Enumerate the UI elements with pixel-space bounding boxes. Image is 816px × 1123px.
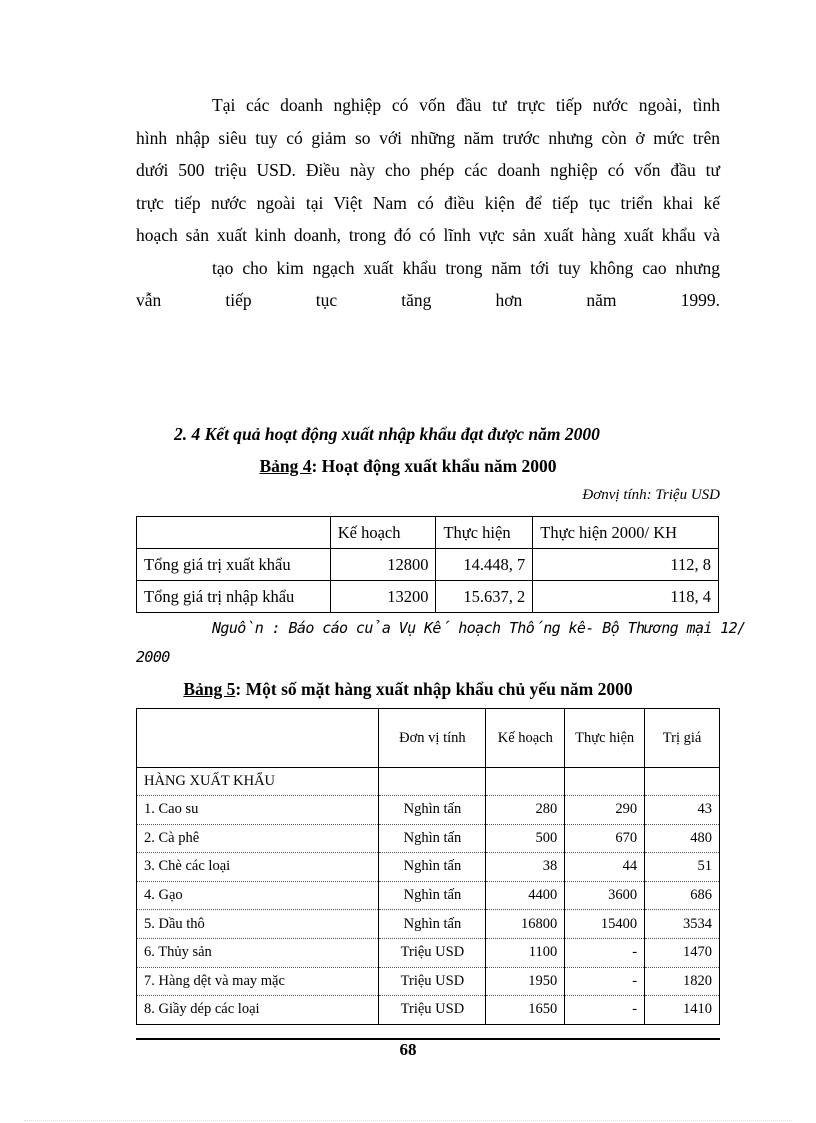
unit-cell: Triệu USD (379, 938, 486, 967)
plan-cell: 1100 (486, 938, 565, 967)
actual-cell: - (565, 996, 645, 1025)
empty-cell (645, 768, 720, 796)
cell-plan: 13200 (330, 581, 436, 613)
product-name: 7. Hàng dệt và may mặc (137, 967, 379, 996)
product-name: 5. Dầu thô (137, 910, 379, 939)
product-name: 3. Chè các loại (137, 853, 379, 882)
value-cell: 1410 (645, 996, 720, 1025)
actual-cell: 15400 (565, 910, 645, 939)
actual-cell: 670 (565, 824, 645, 853)
unit-cell: Triệu USD (379, 996, 486, 1025)
paragraph-line: tạo cho kim ngạch xuất khẩu trong năm tới tuy không cao nhưng (212, 257, 720, 278)
table4-caption-text: : Hoạt động xuất khẩu năm 2000 (311, 456, 557, 476)
value-cell: 1820 (645, 967, 720, 996)
body-paragraph (136, 89, 720, 317)
table4-caption (0, 456, 816, 477)
header-cell: Kế hoạch (330, 517, 436, 549)
unit-cell: Nghìn tấn (379, 796, 486, 825)
table5-caption-label: Bảng 5 (183, 679, 236, 699)
value-cell: 3534 (645, 910, 720, 939)
row-label: Tổng giá trị xuất khẩu (137, 549, 331, 581)
header-cell: Thực hiện (565, 709, 645, 768)
table5-caption-text: : Một số mặt hàng xuất nhập khẩu chủ yếu năm 2000 (235, 679, 633, 699)
section-row (137, 768, 720, 796)
header-cell: Thực hiện 2000/ KH (533, 517, 719, 549)
page-number: 68 (399, 1040, 417, 1059)
unit-cell: Nghìn tấn (379, 824, 486, 853)
table-header-row (137, 709, 720, 768)
product-name: 2. Cà phê (137, 824, 379, 853)
cell-actual: 15.637, 2 (436, 581, 533, 613)
product-name: 1. Cao su (137, 796, 379, 825)
plan-cell: 38 (486, 853, 565, 882)
product-name: 8. Giầy dép các loại (137, 996, 379, 1025)
value-cell: 51 (645, 853, 720, 882)
header-cell (137, 517, 331, 549)
table-row (137, 938, 720, 967)
value-cell: 686 (645, 881, 720, 910)
paragraph-line: Tại các doanh nghiệp có vốn đầu tư trực tiếp nước ngoài, tình (212, 95, 720, 115)
header-cell: Kế hoạch (486, 709, 565, 768)
paragraph-line: hoạch sản xuất kinh doanh, trong đó có lĩnh vực sản xuất hàng xuất khẩu và (136, 225, 720, 245)
plan-cell: 1650 (486, 996, 565, 1025)
export-activity-table (136, 516, 719, 613)
actual-cell: - (565, 967, 645, 996)
page-edge-divider (24, 1120, 792, 1121)
main-products-table (136, 708, 720, 1025)
header-cell: Trị giá (645, 709, 720, 768)
plan-cell: 4400 (486, 881, 565, 910)
table4-source-continued: 2000 (136, 648, 170, 666)
table-row (137, 881, 720, 910)
paragraph-line: hình nhập siêu tuy có giảm so với những năm trước nhưng còn ở mức trên (136, 127, 720, 148)
paragraph-line: trực tiếp nước ngoài tại Việt Nam có điều kiện để tiếp tục triển khai kế (136, 192, 720, 213)
section-heading: 2. 4 Kết quả hoạt động xuất nhập khẩu đạt được năm 2000 (174, 424, 600, 444)
table-row (137, 581, 719, 613)
plan-cell: 16800 (486, 910, 565, 939)
table-row (137, 853, 720, 882)
header-cell: Đơn vị tính (379, 709, 486, 768)
value-cell: 480 (645, 824, 720, 853)
empty-cell (379, 768, 486, 796)
table-row (137, 824, 720, 853)
value-cell: 1470 (645, 938, 720, 967)
plan-cell: 280 (486, 796, 565, 825)
table-row (137, 996, 720, 1025)
header-cell (137, 709, 379, 768)
header-cell: Thực hiện (436, 517, 533, 549)
table-row (137, 967, 720, 996)
value-cell: 43 (645, 796, 720, 825)
actual-cell: - (565, 938, 645, 967)
actual-cell: 3600 (565, 881, 645, 910)
table-row (137, 549, 719, 581)
row-label: Tổng giá trị nhập khẩu (137, 581, 331, 613)
cell-ratio: 112, 8 (533, 549, 719, 581)
empty-cell (486, 768, 565, 796)
table5-caption (0, 679, 816, 700)
plan-cell: 1950 (486, 967, 565, 996)
table-header-row (137, 517, 719, 549)
plan-cell: 500 (486, 824, 565, 853)
product-name: 4. Gạo (137, 881, 379, 910)
actual-cell: 290 (565, 796, 645, 825)
section-label: HÀNG XUẤT KHẨU (137, 768, 379, 796)
unit-cell: Nghìn tấn (379, 853, 486, 882)
table4-unit: Đơnvị tính: Triệu USD (582, 487, 720, 503)
cell-ratio: 118, 4 (533, 581, 719, 613)
cell-actual: 14.448, 7 (436, 549, 533, 581)
product-name: 6. Thủy sản (137, 938, 379, 967)
table-row (137, 796, 720, 825)
table4-source: Nguồn : Báo cáo của Vụ Kế hoạch Thống kê- Bộ Thương mại 12/ (212, 619, 746, 637)
empty-cell (565, 768, 645, 796)
unit-cell: Nghìn tấn (379, 910, 486, 939)
actual-cell: 44 (565, 853, 645, 882)
paragraph-line: vẫn tiếp tục tăng hơn năm 1999. (136, 290, 720, 310)
paragraph-line: dưới 500 triệu USD. Điều này cho phép các doanh nghiệp có vốn đầu tư (136, 160, 720, 180)
table-row (137, 910, 720, 939)
unit-cell: Nghìn tấn (379, 881, 486, 910)
table4-caption-label: Bảng 4 (259, 456, 312, 476)
cell-plan: 12800 (330, 549, 436, 581)
unit-cell: Triệu USD (379, 967, 486, 996)
